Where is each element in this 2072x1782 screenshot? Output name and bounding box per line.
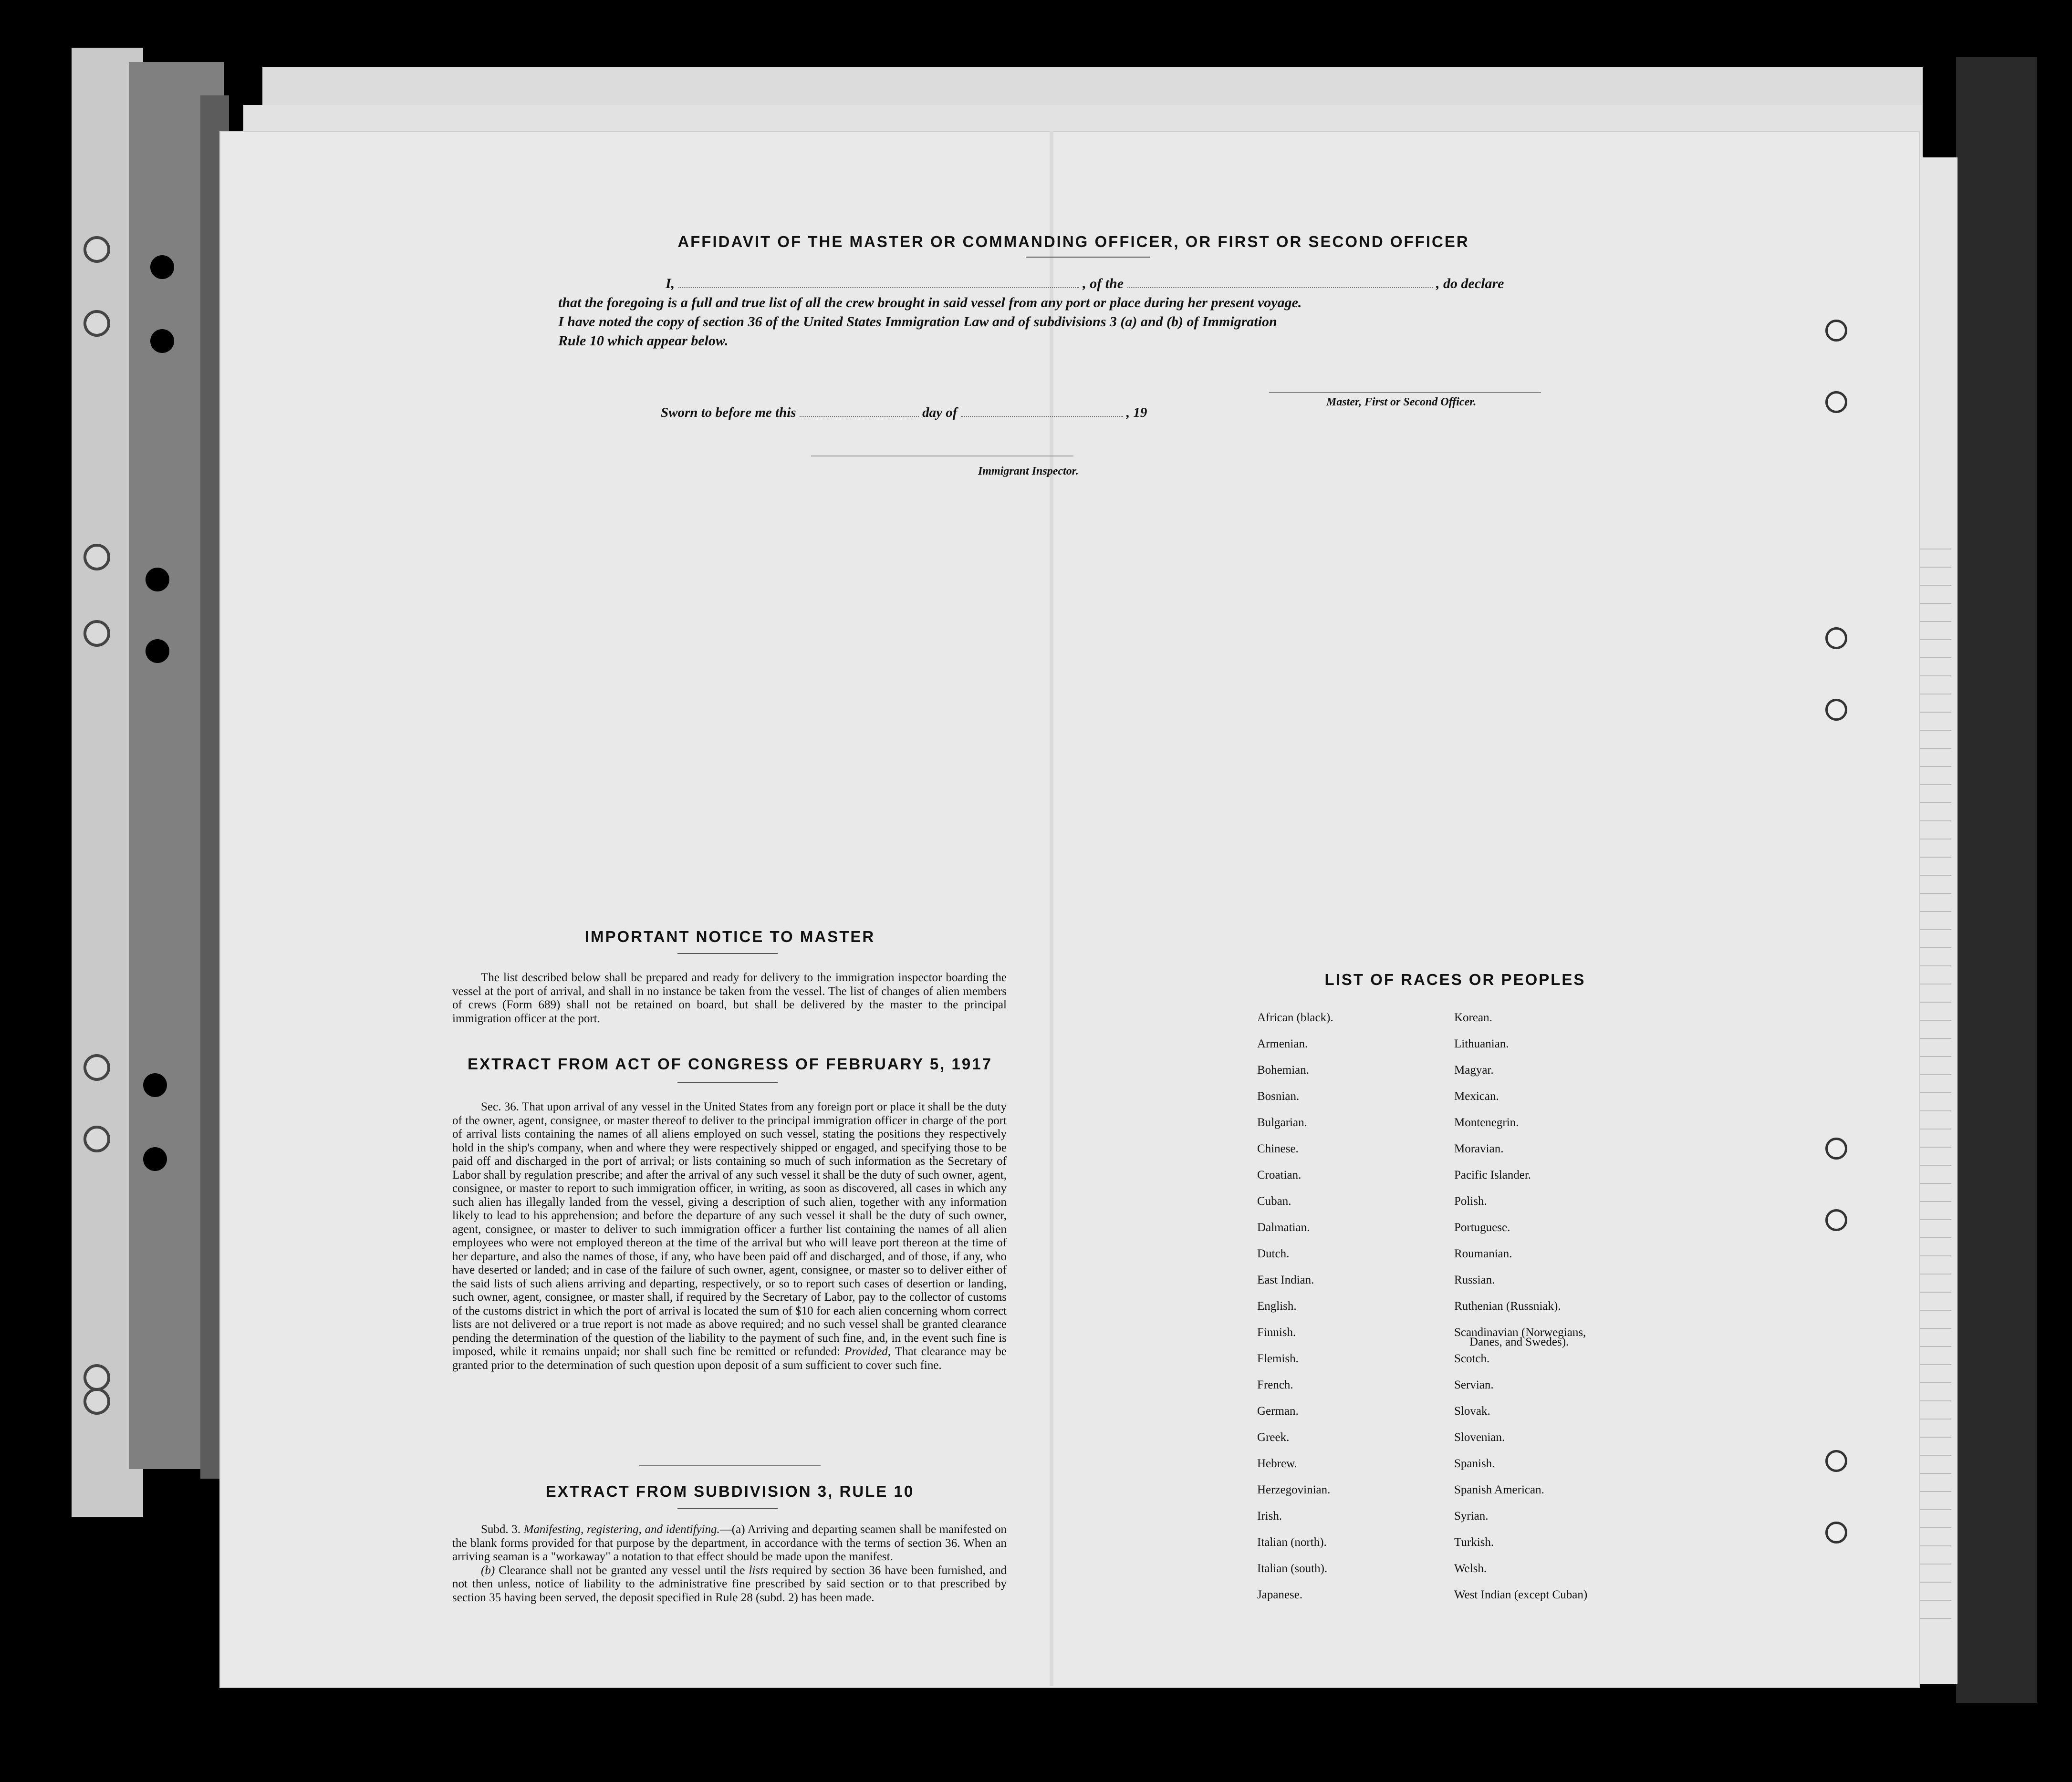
clause-text: required by section 36 have been furnished, and not then unless, notice of liability to the administrative fine prescribed by said section or to that prescribed by section 35 having been served, the deposit specified in Rule 28 (subd. 2) has been made. — [452, 1564, 1007, 1604]
race-item: German. — [1257, 1405, 1299, 1418]
race-item: Welsh. — [1454, 1562, 1487, 1575]
title-rule — [677, 953, 778, 954]
act-title: EXTRACT FROM ACT OF CONGRESS OF FEBRUARY 5, 1917 — [468, 1055, 992, 1073]
race-item: Japanese. — [1257, 1588, 1303, 1601]
race-item: Spanish. — [1454, 1457, 1495, 1470]
binding-hole-icon — [1825, 1209, 1847, 1231]
race-item: Pacific Islander. — [1454, 1169, 1531, 1181]
affidavit-line-3: I have noted the copy of section 36 of the United States Immigration Law and of subdivisions 3 (a) and (b) of Immigration — [558, 314, 1277, 330]
race-item: French. — [1257, 1378, 1293, 1391]
binding-hole-icon — [143, 1073, 167, 1097]
affidavit-text: I, — [666, 276, 675, 291]
race-item: Greek. — [1257, 1431, 1290, 1444]
race-item: Portuguese. — [1454, 1221, 1510, 1234]
act-provided: Provided, — [844, 1345, 891, 1358]
race-item: Scandinavian (Norwegians, — [1454, 1326, 1586, 1339]
binding-hole-icon — [1825, 1450, 1847, 1472]
race-item: Korean. — [1454, 1011, 1492, 1024]
race-item: Syrian. — [1454, 1510, 1489, 1523]
binding-hole-icon — [146, 639, 169, 663]
race-item: Italian (north). — [1257, 1536, 1327, 1549]
sworn-date-blank[interactable] — [800, 404, 919, 417]
sworn-month-blank[interactable] — [961, 404, 1123, 417]
race-item: Hebrew. — [1257, 1457, 1297, 1470]
race-item: Roumanian. — [1454, 1247, 1512, 1260]
document-page — [219, 131, 1920, 1688]
binding-hole-icon — [1825, 699, 1847, 721]
race-item: Bohemian. — [1257, 1064, 1310, 1077]
race-item: Mexican. — [1454, 1090, 1499, 1103]
binding-hole-icon — [1825, 391, 1847, 413]
signature-line[interactable] — [1269, 392, 1541, 393]
race-item: Lithuanian. — [1454, 1037, 1509, 1050]
binding-edge-right — [1956, 57, 2037, 1703]
subdivision-heading: Manifesting, registering, and identifying. — [523, 1523, 720, 1536]
binding-hole-icon — [83, 1364, 110, 1391]
signature-label: Master, First or Second Officer. — [1326, 396, 1477, 408]
affidavit-line-1 — [666, 276, 1504, 292]
race-item: Dutch. — [1257, 1247, 1290, 1260]
name-blank[interactable] — [678, 276, 1079, 288]
title-rule — [677, 1508, 778, 1509]
binding-hole-icon — [83, 236, 110, 263]
race-item: Armenian. — [1257, 1037, 1308, 1050]
race-item: Flemish. — [1257, 1352, 1299, 1365]
race-item: Dalmatian. — [1257, 1221, 1310, 1234]
race-item: African (black). — [1257, 1011, 1333, 1024]
clause-text: Clearance shall not be granted any vessel until the — [499, 1564, 745, 1577]
race-item: English. — [1257, 1300, 1297, 1313]
act-body: That upon arrival of any vessel in the United States from any foreign port or place it shall be the duty of the owner, agent, consignee, or master thereof to deliver to the principal immigration officer in charge of the port of arrival lists containing the names of all aliens employed on such vessel, stating the positions they respectively hold in the ship's company, when and where they were respectively shipped or engaged, and specifying those to be paid off and discharged in the port of arrival; or lists containing so much of such information as the Secretary of Labor shall by regulation prescribe; and after the arrival of any such vessel it shall be the duty of such owner, agent, consignee, or master to report to such immigration officer, in writing, as soon as discovered, all cases in which any such alien has illegally landed from the vessel, giving a description of such alien, together with any information likely to lead to his apprehension; and before the departure of any such vessel it shall be the duty of such owner, agent, consignee, or master to deliver to such immigration officer a further list containing the names of all alien employees who were not employed thereon at the time of the arrival but who will leave port thereon at the time of her departure, and also the names of those, if any, who have been paid off and discharged, and of those, if any, who have deserted or landed; and in case of the failure of such owner, agent, consignee, or master so to deliver either of the said lists of such aliens arriving and departing, respectively, or so to report such cases of desertion or landing, such owner, agent, consignee, or master shall, if required by the Secretary of Labor, pay to the collector of customs of the customs district in which the port of arrival is located the sum of $10 for each alien concerning whom correct lists are not delivered or a true report is not made as above required; and no such vessel shall be granted clearance pending the determination of the question of the liability to the payment of such fine, and, in the event such fine is imposed, while it remains unpaid; nor shall such fine be remitted or refunded: — [452, 1100, 1007, 1358]
race-item: Cuban. — [1257, 1195, 1291, 1208]
race-item: Chinese. — [1257, 1142, 1299, 1155]
race-item: Bosnian. — [1257, 1090, 1300, 1103]
binding-hole-icon — [1825, 1138, 1847, 1160]
race-item: Turkish. — [1454, 1536, 1494, 1549]
binding-hole-icon — [1825, 1522, 1847, 1544]
sworn-year: , 19 — [1126, 405, 1147, 420]
rule-title: EXTRACT FROM SUBDIVISION 3, RULE 10 — [545, 1482, 915, 1500]
binding-hole-icon — [1825, 320, 1847, 342]
act-text — [452, 1100, 1007, 1372]
race-item: Ruthenian (Russniak). — [1454, 1300, 1561, 1313]
section-divider — [639, 1465, 821, 1466]
races-title: LIST OF RACES OR PEOPLES — [1324, 971, 1586, 988]
race-item: Moravian. — [1454, 1142, 1504, 1155]
race-item: Slovak. — [1454, 1405, 1490, 1418]
affidavit-line-4: Rule 10 which appear below. — [558, 333, 729, 349]
rule-paragraph-a — [452, 1523, 1007, 1564]
race-item: Servian. — [1454, 1378, 1494, 1391]
sworn-text: Sworn to before me this — [661, 405, 796, 420]
clause-label: —(a) — [719, 1523, 745, 1536]
sworn-line — [661, 404, 1147, 421]
race-item: Croatian. — [1257, 1169, 1302, 1181]
clause-text: Arriving and departing seamen shall be manifested on the blank forms provided for that purpose by the department, in accordance with the terms of section 36. When an arriving seaman is a "workaway" a notation to that effect should be made upon the manifest. — [452, 1523, 1007, 1563]
sworn-text: day of — [922, 405, 958, 420]
affidavit-text: , do declare — [1436, 276, 1504, 291]
race-item: East Indian. — [1257, 1274, 1314, 1286]
binding-hole-icon — [83, 1054, 110, 1081]
page-fold — [1050, 131, 1053, 1686]
race-item: Montenegrin. — [1454, 1116, 1519, 1129]
race-item: West Indian (except Cuban) — [1454, 1588, 1588, 1601]
affidavit-text: , of the — [1083, 276, 1124, 291]
race-item: Italian (south). — [1257, 1562, 1328, 1575]
race-item-continuation: Danes, and Swedes). — [1469, 1336, 1569, 1348]
affidavit-title: AFFIDAVIT OF THE MASTER OR COMMANDING OFFICER, OR FIRST OR SECOND OFFICER — [677, 233, 1469, 250]
clause-label: (b) — [481, 1564, 495, 1577]
race-item: Magyar. — [1454, 1064, 1494, 1077]
clause-emphasis: lists — [749, 1564, 768, 1577]
affidavit-line-2: that the foregoing is a full and true list of all the crew brought in said vessel from any port or place during her present voyage. — [558, 295, 1302, 311]
race-item: Scotch. — [1454, 1352, 1490, 1365]
title-rule — [1026, 257, 1150, 258]
inspector-label: Immigrant Inspector. — [978, 465, 1079, 477]
binding-hole-icon — [150, 255, 174, 279]
race-item: Polish. — [1454, 1195, 1487, 1208]
binding-hole-icon — [83, 544, 110, 570]
binding-hole-icon — [83, 310, 110, 337]
binding-hole-icon — [150, 329, 174, 353]
notice-text — [452, 971, 1007, 1026]
act-body-end: That clearance may be granted prior to the determination of such question upon deposit of a sum sufficient to cover such fine. — [452, 1345, 1007, 1372]
binding-hole-icon — [1825, 627, 1847, 649]
binding-hole-icon — [83, 620, 110, 647]
rule-text — [452, 1523, 1007, 1605]
race-item: Irish. — [1257, 1510, 1282, 1523]
race-item: Finnish. — [1257, 1326, 1296, 1339]
binding-hole-icon — [83, 1388, 110, 1415]
title-rule — [677, 1082, 778, 1083]
binding-hole-icon — [143, 1147, 167, 1171]
race-item: Spanish American. — [1454, 1483, 1544, 1496]
race-item: Slovenian. — [1454, 1431, 1505, 1444]
act-paragraph — [452, 1100, 1007, 1372]
section-label: Sec. 36. — [481, 1100, 520, 1113]
notice-paragraph: The list described below shall be prepared and ready for delivery to the immigration inspector boarding the vessel at the port of arrival, and shall in no instance be taken from the vessel. The list of changes of alien members of crews (Form 689) shall not be retained on board, but shall be delivered by the master to the principal immigration officer at the port. — [452, 971, 1007, 1025]
notice-title: IMPORTANT NOTICE TO MASTER — [584, 928, 875, 945]
subdivision-label: Subd. 3. — [481, 1523, 521, 1536]
race-item: Herzegovinian. — [1257, 1483, 1331, 1496]
binding-hole-icon — [146, 568, 169, 591]
race-item: Bulgarian. — [1257, 1116, 1307, 1129]
vessel-blank[interactable] — [1127, 276, 1433, 288]
race-item: Russian. — [1454, 1274, 1495, 1286]
binding-hole-icon — [83, 1126, 110, 1152]
rule-paragraph-b — [452, 1564, 1007, 1605]
